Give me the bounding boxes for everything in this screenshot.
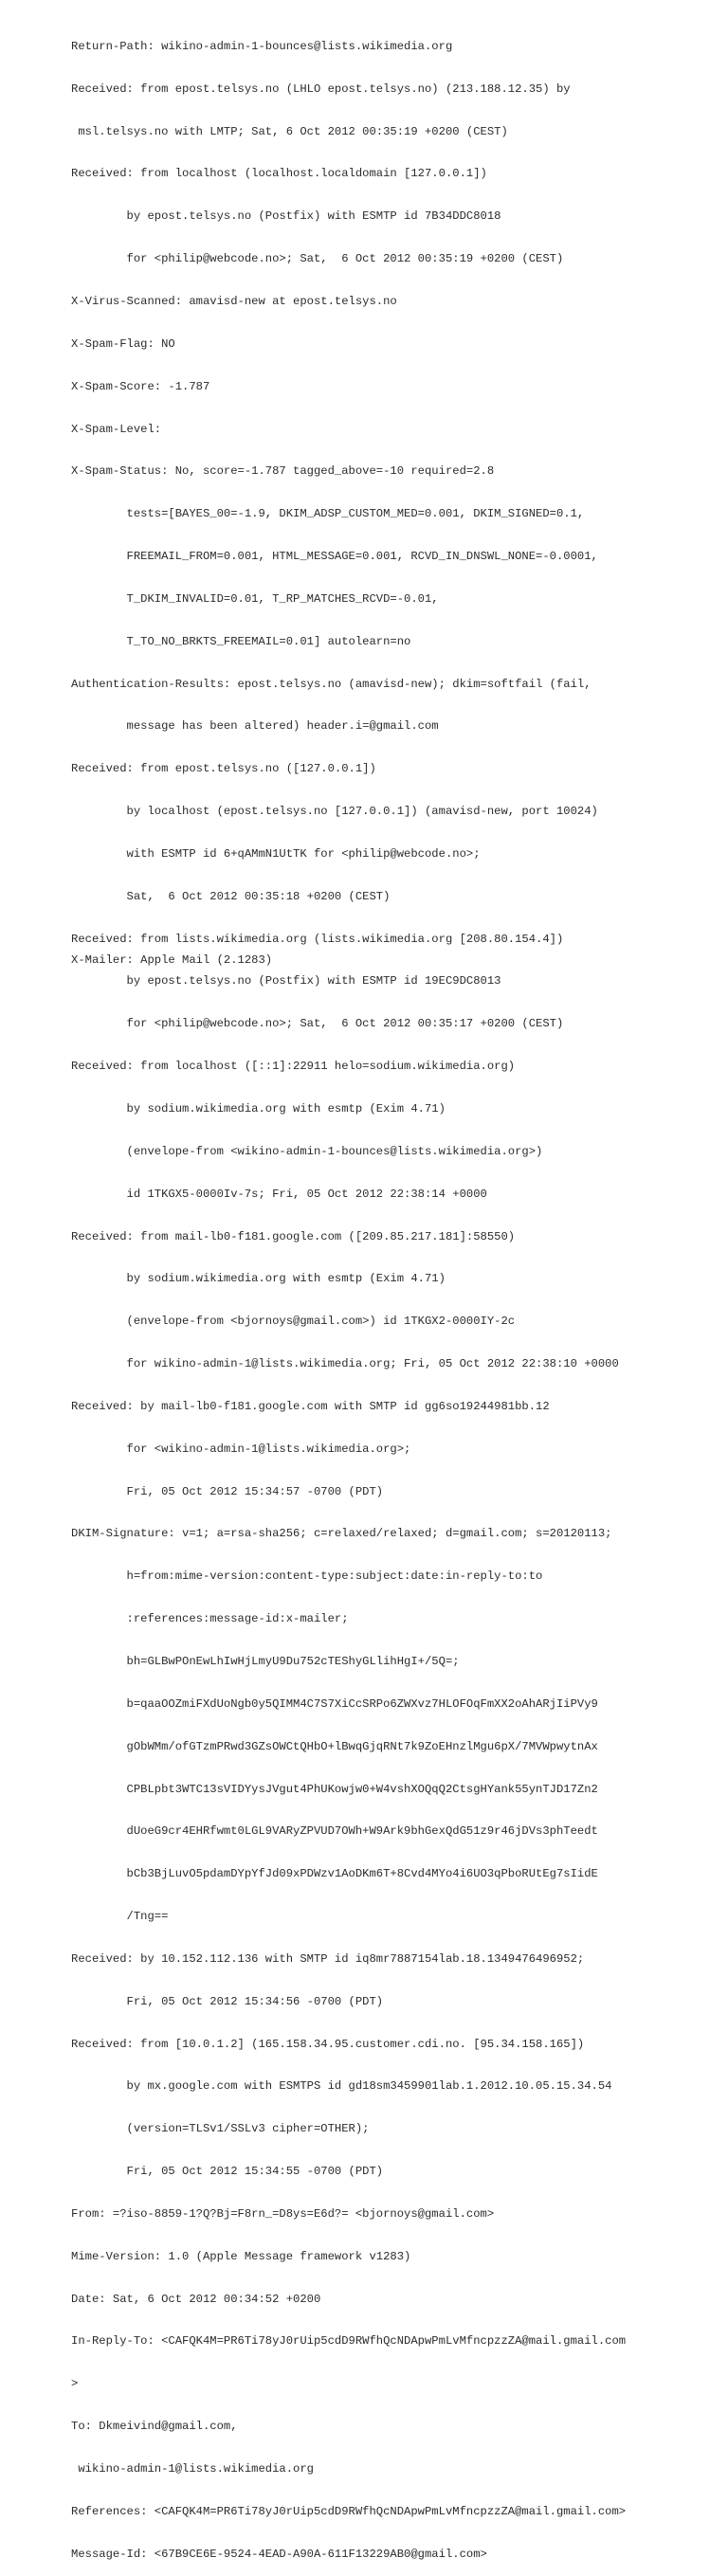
header-line: tests=[BAYES_00=-1.9, DKIM_ADSP_CUSTOM_MED=0.001, DKIM_SIGNED=0.1,	[71, 507, 585, 521]
header-line: From: =?iso-8859-1?Q?Bj=F8rn_=D8ys=E6d?= <bjornoys@gmail.com>	[71, 2206, 495, 2221]
header-line: X-Spam-Level:	[71, 422, 162, 436]
header-line: b=qaaOOZmiFXdUoNgb0y5QIMM4C7S7XiCcSRPo6ZWXvz7HLOFOqFmXX2oAhARjIiPVy9	[71, 1696, 598, 1711]
header-line: Received: from localhost (localhost.localdomain [127.0.0.1])	[71, 167, 487, 181]
header-line: Received: from [10.0.1.2] (165.158.34.95.customer.cdi.no. [95.34.158.165])	[71, 2037, 585, 2051]
header-line: X-Virus-Scanned: amavisd-new at epost.telsys.no	[71, 294, 397, 308]
header-line: Received: from epost.telsys.no ([127.0.0.1])	[71, 762, 376, 776]
header-line: Received: by 10.152.112.136 with SMTP id iq8mr7887154lab.18.1349476496952;	[71, 1951, 585, 1966]
header-line: bCb3BjLuvO5pdamDYpYfJd09xPDWzv1AoDKm6T+8Cvd4MYo4i6UO3qPboRUtEg7sIidE	[71, 1867, 598, 1881]
header-line: :references:message-id:x-mailer;	[71, 1612, 349, 1626]
header-line: Message-Id: <67B9CE6E-9524-4EAD-A90A-611F13229AB0@gmail.com>	[71, 2547, 487, 2561]
header-line: for <wikino-admin-1@lists.wikimedia.org>;	[71, 1442, 411, 1456]
header-line: by epost.telsys.no (Postfix) with ESMTP id 7B34DDC8018	[71, 209, 501, 224]
header-line: FREEMAIL_FROM=0.001, HTML_MESSAGE=0.001, RCVD_IN_DNSWL_NONE=-0.0001,	[71, 550, 598, 564]
header-line: wikino-admin-1@lists.wikimedia.org	[71, 2462, 314, 2476]
header-line: Date: Sat, 6 Oct 2012 00:34:52 +0200	[71, 2292, 321, 2306]
header-line: Received: from mail-lb0-f181.google.com ([209.85.217.181]:58550)	[71, 1229, 516, 1243]
header-line: for <philip@webcode.no>; Sat, 6 Oct 2012 00:35:19 +0200 (CEST)	[71, 252, 564, 266]
header-line: by epost.telsys.no (Postfix) with ESMTP id 19EC9DC8013	[71, 974, 501, 989]
header-line: CPBLpbt3WTC13sVIDYysJVgut4PhUKowjw0+W4vshXOQqQ2CtsgHYank55ynTJD17Zn2	[71, 1782, 598, 1796]
header-line: dUoeG9cr4EHRfwmt0LGL9VARyZPVUD7OWh+W9Ark9bhGexQdG51z9r46jDVs3phTeedt	[71, 1824, 598, 1839]
x-mailer-header: X-Mailer: Apple Mail (2.1283)	[71, 953, 273, 967]
header-line: Sat, 6 Oct 2012 00:35:18 +0200 (CEST)	[71, 889, 391, 903]
header-line: gObWMm/ofGTzmPRwd3GZsOWCtQHbO+lBwqGjqRNt7k9ZoEHnzlMgu6pX/7MVWpwytnAx	[71, 1739, 598, 1753]
header-line: Fri, 05 Oct 2012 15:34:56 -0700 (PDT)	[71, 1994, 384, 2008]
header-line: id 1TKGX5-0000Iv-7s; Fri, 05 Oct 2012 22:38:14 +0000	[71, 1187, 487, 1201]
header-line: for <philip@webcode.no>; Sat, 6 Oct 2012 00:35:17 +0200 (CEST)	[71, 1017, 564, 1031]
header-line: message has been altered) header.i=@gmail.com	[71, 719, 439, 734]
header-line: Received: from epost.telsys.no (LHLO epost.telsys.no) (213.188.12.35) by	[71, 82, 571, 96]
header-line: >	[71, 2377, 79, 2391]
header-line: by sodium.wikimedia.org with esmtp (Exim 4.71)	[71, 1102, 446, 1116]
header-line: by localhost (epost.telsys.no [127.0.0.1]) (amavisd-new, port 10024)	[71, 805, 598, 819]
header-line: X-Spam-Flag: NO	[71, 336, 175, 351]
header-line: by sodium.wikimedia.org with esmtp (Exim 4.71)	[71, 1272, 446, 1286]
header-line: In-Reply-To: <CAFQK4M=PR6Ti78yJ0rUip5cdD9RWfhQcNDApwPmLvMfncpzzZA@mail.gmail.com	[71, 2334, 627, 2349]
header-line: Received: from lists.wikimedia.org (lists.wikimedia.org [208.80.154.4])	[71, 932, 564, 946]
header-line: X-Spam-Status: No, score=-1.787 tagged_above=-10 required=2.8	[71, 464, 495, 479]
email-raw-headers	[71, 11, 626, 2576]
header-line: (version=TLSv1/SSLv3 cipher=OTHER);	[71, 2122, 370, 2136]
header-line: with ESMTP id 6+qAMmN1UtTK for <philip@webcode.no>;	[71, 846, 481, 861]
header-line: for wikino-admin-1@lists.wikimedia.org; Fri, 05 Oct 2012 22:38:10 +0000	[71, 1357, 619, 1371]
header-line: Received: from localhost ([::1]:22911 helo=sodium.wikimedia.org)	[71, 1060, 516, 1074]
header-line: Return-Path: wikino-admin-1-bounces@lists.wikimedia.org	[71, 39, 453, 53]
header-line: Authentication-Results: epost.telsys.no (amavisd-new); dkim=softfail (fail,	[71, 677, 592, 691]
header-line: by mx.google.com with ESMTPS id gd18sm3459901lab.1.2012.10.05.15.34.54	[71, 2079, 612, 2094]
header-line: DKIM-Signature: v=1; a=rsa-sha256; c=relaxed/relaxed; d=gmail.com; s=20120113;	[71, 1527, 612, 1541]
header-line: T_TO_NO_BRKTS_FREEMAIL=0.01] autolearn=no	[71, 634, 411, 648]
header-line: Fri, 05 Oct 2012 15:34:55 -0700 (PDT)	[71, 2165, 384, 2179]
header-line: To: Dkmeivind@gmail.com,	[71, 2420, 238, 2434]
header-line: T_DKIM_INVALID=0.01, T_RP_MATCHES_RCVD=-0.01,	[71, 591, 439, 606]
header-line: /Tng==	[71, 1910, 169, 1924]
header-line: msl.telsys.no with LMTP; Sat, 6 Oct 2012 00:35:19 +0200 (CEST)	[71, 124, 508, 138]
header-line: h=from:mime-version:content-type:subject:date:in-reply-to:to	[71, 1569, 543, 1584]
header-line: X-Spam-Score: -1.787	[71, 379, 210, 393]
header-line: References: <CAFQK4M=PR6Ti78yJ0rUip5cdD9RWfhQcNDApwPmLvMfncpzzZA@mail.gmail.com>	[71, 2504, 627, 2518]
header-line: bh=GLBwPOnEwLhIwHjLmyU9Du752cTEShyGLlihHgI+/5Q=;	[71, 1654, 460, 1668]
header-line: (envelope-from <bjornoys@gmail.com>) id 1TKGX2-0000IY-2c	[71, 1315, 516, 1329]
header-line: Mime-Version: 1.0 (Apple Message framework v1283)	[71, 2249, 411, 2263]
header-line: Received: by mail-lb0-f181.google.com with SMTP id gg6so19244981bb.12	[71, 1399, 550, 1413]
header-line: Fri, 05 Oct 2012 15:34:57 -0700 (PDT)	[71, 1484, 384, 1498]
header-line: (envelope-from <wikino-admin-1-bounces@lists.wikimedia.org>)	[71, 1144, 543, 1158]
